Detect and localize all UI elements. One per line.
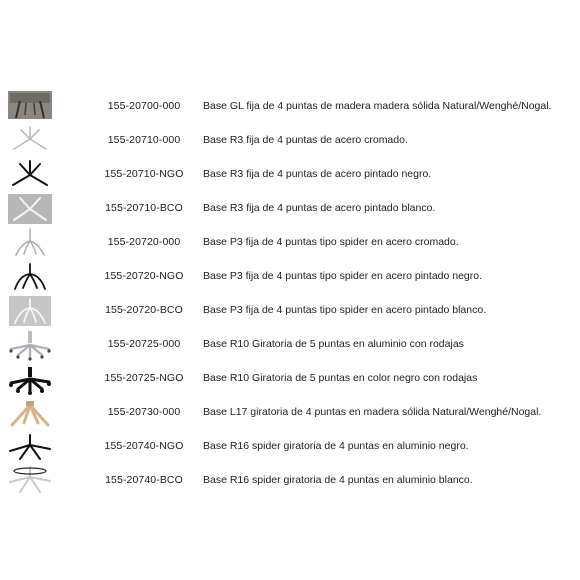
product-description: Base R16 spider giratoria de 4 puntas en aluminio blanco. — [203, 474, 473, 486]
product-code: 155-20740-NGO — [104, 440, 184, 452]
product-description: Base R3 fija de 4 puntas de acero cromado. — [203, 134, 408, 146]
product-code: 155-20725-NGO — [104, 372, 184, 384]
black-spider-base-icon — [6, 261, 54, 293]
product-code: 155-20725-000 — [107, 338, 181, 350]
product-description: Base R10 Giratoria de 5 puntas en aluminio con rodajas — [203, 338, 464, 350]
wooden-leg-base-icon — [6, 91, 54, 123]
product-code: 155-20730-000 — [107, 406, 181, 418]
product-code: 155-20710-000 — [107, 134, 181, 146]
product-row — [0, 431, 580, 465]
product-row — [0, 329, 580, 363]
product-description: Base P3 fija de 4 puntas tipo spider en acero pintado blanco. — [203, 304, 487, 316]
product-code: 155-20710-BCO — [105, 202, 183, 214]
product-row — [0, 193, 580, 227]
black-caster-base-icon — [6, 363, 54, 395]
product-row — [0, 227, 580, 261]
product-row — [0, 397, 580, 431]
product-row — [0, 465, 580, 499]
product-row — [0, 91, 580, 125]
product-code: 155-20720-000 — [107, 236, 181, 248]
black-r16-spider-base-icon — [6, 431, 54, 463]
product-description: Base GL fija de 4 puntas de madera madera sólida Natural/Wenghé/Nogal. — [203, 100, 552, 112]
product-description: Base R3 fija de 4 puntas de acero pintado blanco. — [203, 202, 436, 214]
product-row — [0, 125, 580, 159]
product-description: Base R3 fija de 4 puntas de acero pintado negro. — [203, 168, 432, 180]
product-code: 155-20700-000 — [107, 100, 181, 112]
white-spider-base-icon — [6, 295, 54, 327]
product-code: 155-20720-BCO — [105, 304, 183, 316]
black-star-base-icon — [6, 159, 54, 191]
product-row — [0, 295, 580, 329]
product-description: Base R10 Giratoria de 5 puntas en color negro con rodajas — [203, 372, 478, 384]
product-description: Base P3 fija de 4 puntas tipo spider en acero pintado negro. — [203, 270, 483, 282]
white-star-base-icon — [6, 193, 54, 225]
wooden-swivel-base-icon — [6, 397, 54, 429]
chrome-spider-base-icon — [6, 227, 54, 259]
product-code: 155-20710-NGO — [104, 168, 184, 180]
white-r16-spider-base-icon — [6, 465, 54, 497]
aluminium-caster-base-icon — [6, 329, 54, 361]
product-row — [0, 363, 580, 397]
product-row — [0, 261, 580, 295]
product-description: Base P3 fija de 4 puntas tipo spider en acero cromado. — [203, 236, 459, 248]
product-description: Base L17 giratoria de 4 puntas en madera sólida Natural/Wenghé/Nogal. — [203, 406, 542, 418]
product-description: Base R16 spider giratoria de 4 puntas en aluminio negro. — [203, 440, 469, 452]
chrome-star-base-icon — [6, 125, 54, 157]
product-code: 155-20740-BCO — [105, 474, 183, 486]
product-code: 155-20720-NGO — [104, 270, 184, 282]
product-list — [0, 91, 580, 499]
product-row — [0, 159, 580, 193]
